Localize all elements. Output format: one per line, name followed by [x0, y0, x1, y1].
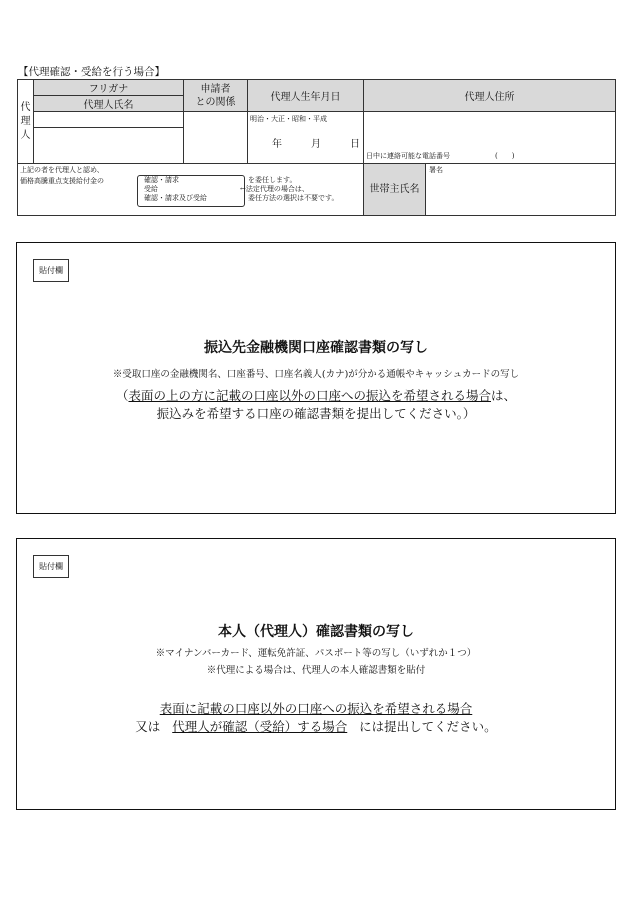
paste-tag: 貼付欄: [33, 259, 69, 282]
signature-field[interactable]: [426, 164, 616, 216]
consent-cell: [18, 164, 364, 216]
delegate-line3: 委任方法の選択は不要です。: [248, 194, 339, 202]
birthdate-input[interactable]: [248, 112, 364, 164]
option-receive[interactable]: 受給: [144, 185, 158, 193]
phone-row: 日中に連絡可能な電話番号 ( ): [366, 152, 515, 160]
bank-doc-line1: （表面の上の方に記載の口座以外の口座への振込を希望される場合は、: [115, 388, 517, 403]
householder-label: 世帯主氏名: [364, 164, 426, 216]
id-doc-note2: ※代理による場合は、代理人の本人確認書類を貼付: [206, 665, 426, 676]
era-options: 明治・大正・昭和・平成: [250, 115, 327, 123]
option-confirm[interactable]: 確認・請求: [144, 176, 179, 184]
id-doc-line1: 表面に記載の口座以外の口座への振込を希望される場合: [159, 701, 473, 716]
consent-line1: 上記の者を代理人と認め、: [20, 166, 104, 174]
birthdate-header: 代理人生年月日: [248, 80, 364, 112]
delegate-line1: を委任します。: [248, 176, 297, 184]
ymd-labels: 年 月 日: [272, 139, 360, 150]
name-header: 代理人氏名: [34, 96, 184, 112]
bank-doc-line2: 振込みを希望する口座の確認書類を提出してください。）: [156, 406, 476, 421]
id-doc-box[interactable]: [16, 538, 616, 810]
furigana-input[interactable]: [34, 112, 184, 128]
signature-label: 署名: [429, 166, 443, 174]
consent-line2: 価格高騰重点支援給付金の: [20, 177, 104, 185]
section-title: 【代理確認・受給を行う場合】: [18, 66, 165, 78]
address-input[interactable]: [364, 112, 616, 164]
option-both[interactable]: 確認・請求及び受給: [144, 194, 207, 202]
furigana-header: フリガナ: [34, 80, 184, 96]
bank-doc-title: 振込先金融機関口座確認書類の写し: [204, 340, 428, 356]
bank-doc-note: ※受取口座の金融機関名、口座番号、口座名義人(カナ)が分かる通帳やキャッシュカードの写し: [112, 369, 520, 380]
proxy-side-label: 代 理 人: [18, 80, 34, 164]
delegate-line2: ←法定代理の場合は、: [240, 185, 309, 193]
bank-doc-box[interactable]: [16, 242, 616, 514]
id-doc-line2: 又は 代理人が確認（受給）する場合 には提出してください。: [135, 719, 497, 734]
relation-input[interactable]: [184, 112, 248, 164]
address-header: 代理人住所: [364, 80, 616, 112]
id-doc-note1: ※マイナンバーカード、運転免許証、パスポート等の写し（いずれか１つ）: [155, 648, 477, 659]
id-doc-title: 本人（代理人）確認書類の写し: [218, 624, 414, 640]
relation-header: 申請者 との関係: [184, 80, 248, 112]
name-input[interactable]: [34, 128, 184, 164]
paste-tag: 貼付欄: [33, 555, 69, 578]
proxy-table: [17, 79, 616, 216]
